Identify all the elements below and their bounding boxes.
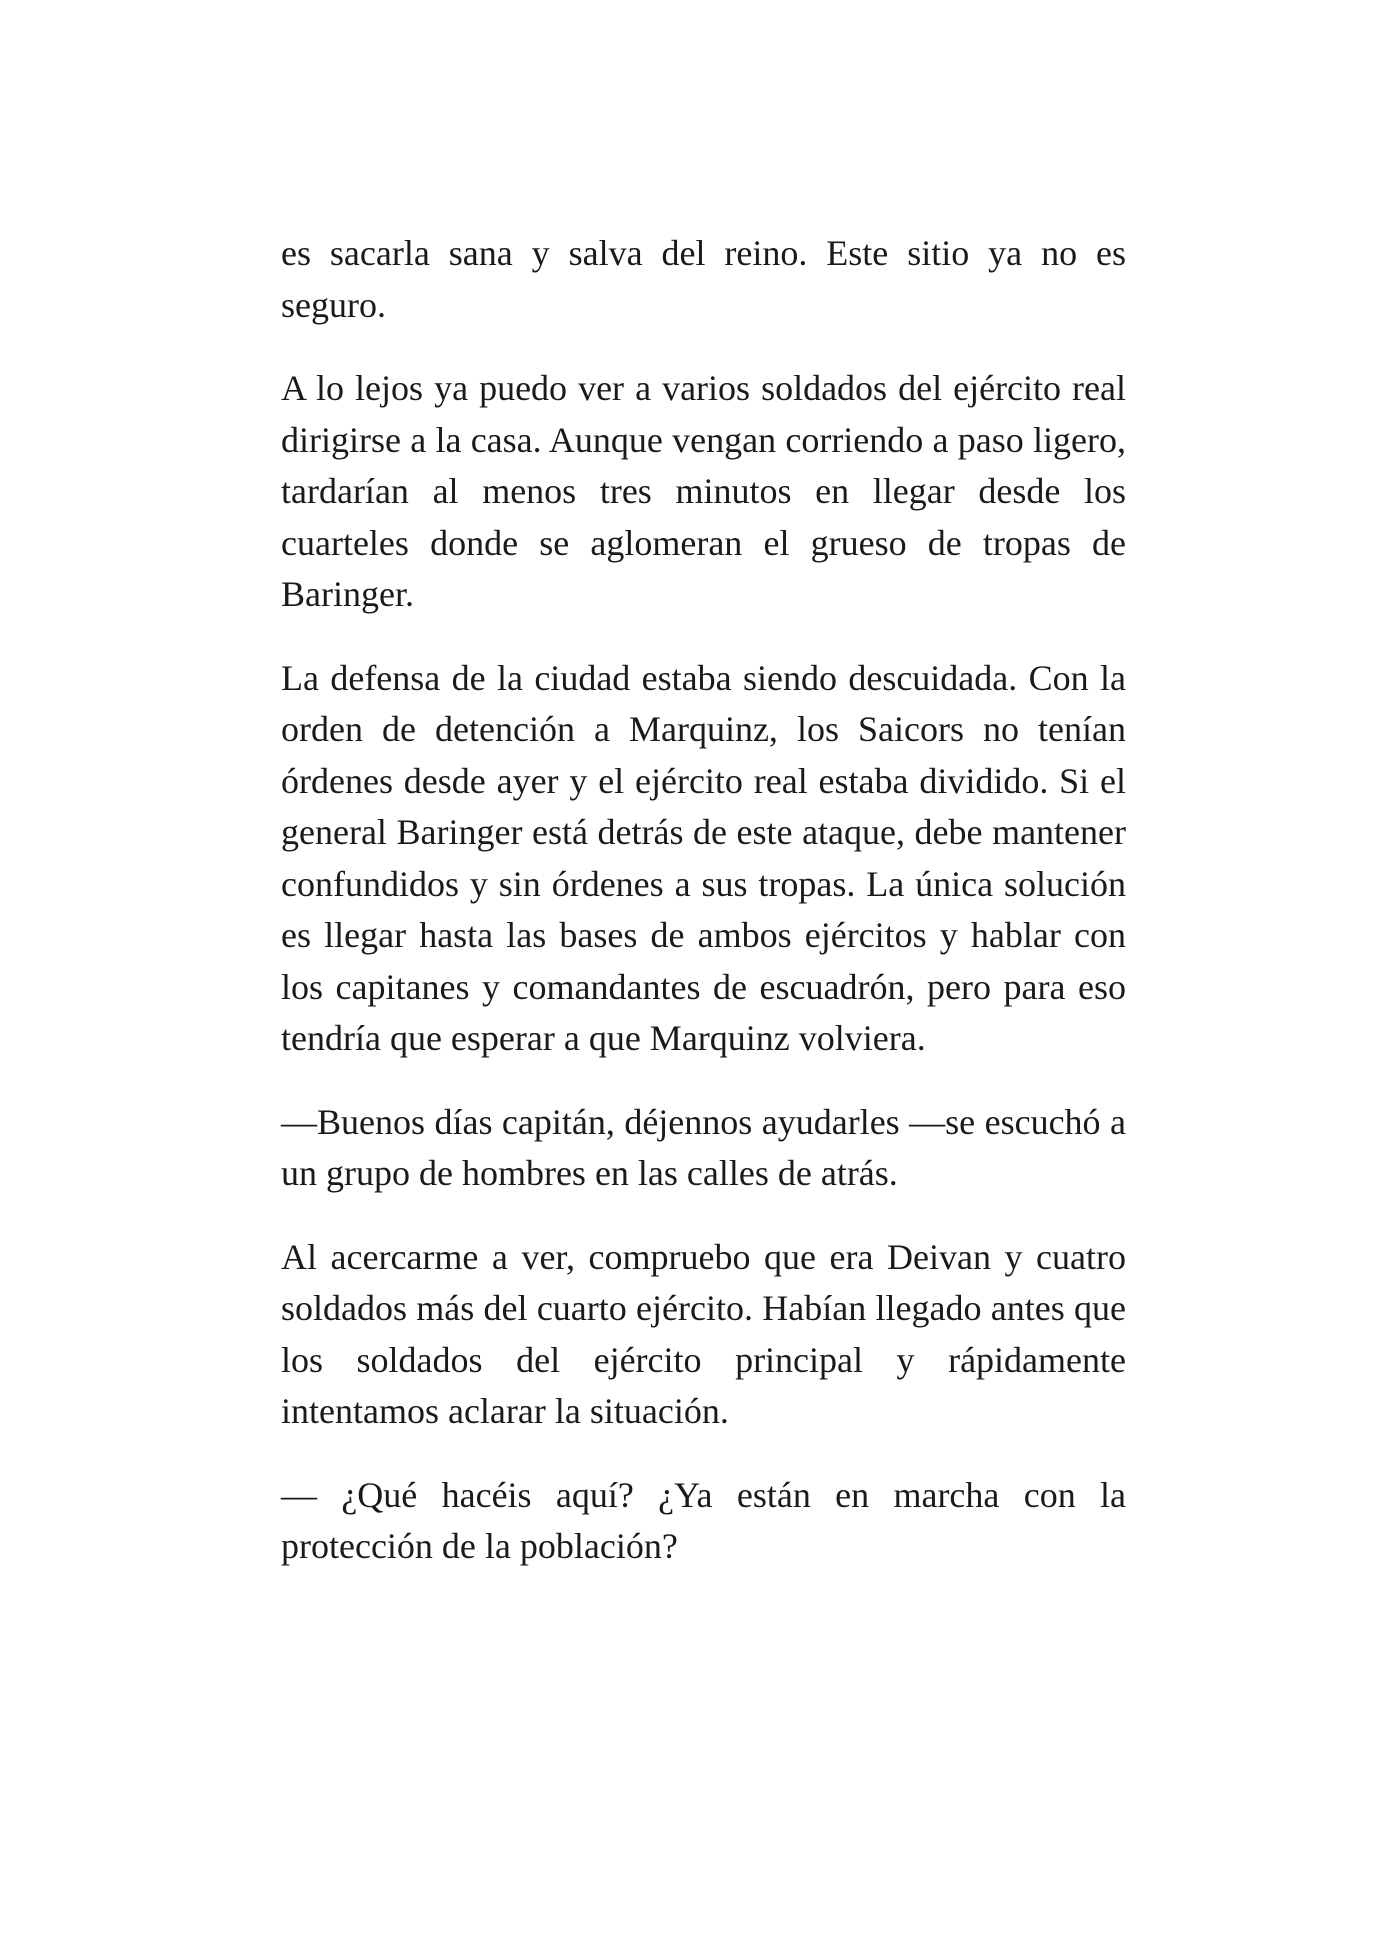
paragraph-2: A lo lejos ya puedo ver a varios soldados del ejército real dirigirse a la casa. Aunque vengan corriendo a paso ligero, tardarían al menos tres minutos en llegar desde los cuarteles donde se aglomeran el grueso de tropas de Baringer. bbox=[281, 368, 1126, 614]
paragraph-6-dialogue: — ¿Qué hacéis aquí? ¿Ya están en marcha con la protección de la población? bbox=[281, 1474, 1126, 1566]
body-text bbox=[281, 228, 1126, 1605]
paragraph-4-dialogue: —Buenos días capitán, déjennos ayudarles —se escuchó a un grupo de hombres en las calles de atrás. bbox=[281, 1101, 1126, 1193]
paragraph-3: La defensa de la ciudad estaba siendo descuidada. Con la orden de detención a Marquinz, los Saicors no tenían órdenes desde ayer y el ejército real estaba dividido. Si el general Baringer está detrás de este ataque, debe mantener confundidos y sin órdenes a sus tropas. La única solución es llegar hasta las bases de ambos ejércitos y hablar con los capitanes y comandantes de escuadrón, pero para eso tendría que esperar a que Marquinz volviera. bbox=[281, 657, 1126, 1058]
paragraph-5: Al acercarme a ver, compruebo que era Deivan y cuatro soldados más del cuarto ejército. Habían llegado antes que los soldados del ejército principal y rápidamente intentamos aclarar la situación. bbox=[281, 1236, 1126, 1431]
paragraph-1: es sacarla sana y salva del reino. Este sitio ya no es seguro. bbox=[281, 233, 1126, 325]
